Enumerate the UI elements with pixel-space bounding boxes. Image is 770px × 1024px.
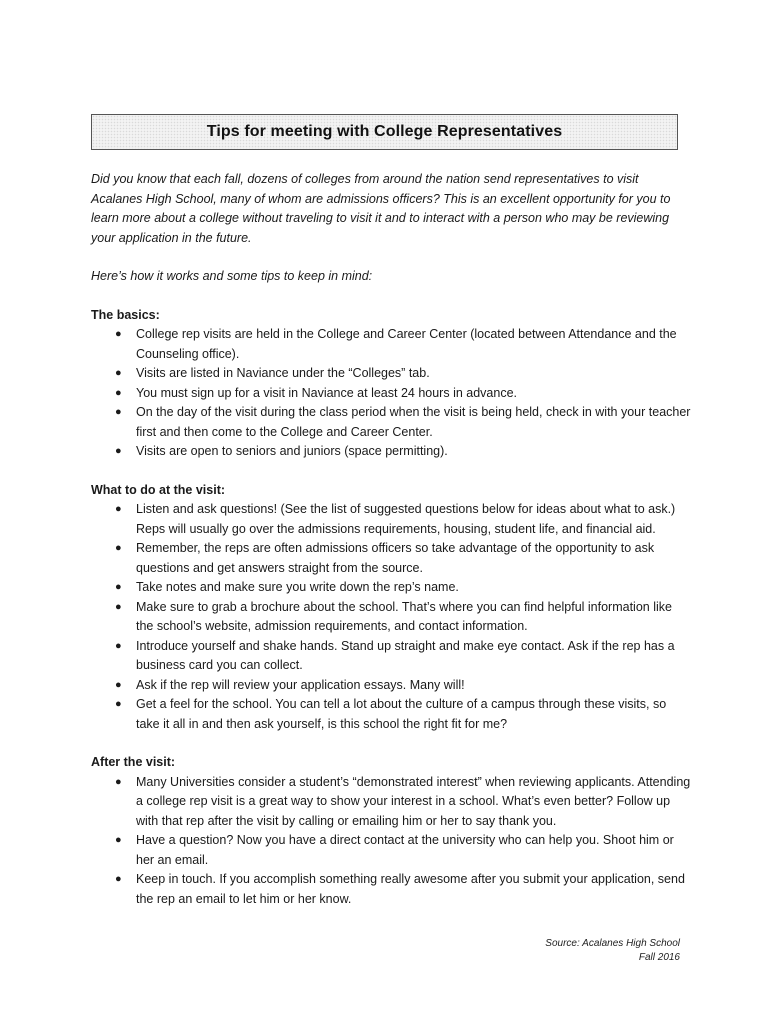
bullet-icon: ● bbox=[115, 367, 122, 379]
source-line: Source: Acalanes High School bbox=[545, 938, 680, 949]
list-item: ● You must sign up for a visit in Naviance at least 24 hours in advance. bbox=[91, 384, 691, 404]
bullet-icon: ● bbox=[115, 406, 122, 418]
bullet-icon: ● bbox=[115, 600, 122, 613]
list-item: ● Take notes and make sure you write down the rep’s name. bbox=[91, 578, 691, 598]
source-date: Fall 2016 bbox=[638, 952, 680, 963]
section-basics bbox=[91, 306, 691, 462]
bullet-list bbox=[91, 325, 691, 462]
bullet-icon: ● bbox=[115, 775, 122, 788]
section-heading: What to do at the visit: bbox=[91, 482, 226, 497]
bullet-icon: ● bbox=[115, 328, 122, 340]
section-at-visit bbox=[91, 481, 691, 735]
list-item: ● On the day of the visit during the class period when the visit is being held, check in with your teacher first and then come to the College and Career Center. bbox=[115, 405, 691, 439]
list-item: ● Make sure to grab a brochure about the school. That’s where you can find helpful information like the school’s website, admission requirements, and contact information. bbox=[115, 599, 672, 633]
bullet-icon: ● bbox=[115, 678, 122, 691]
list-item: ● College rep visits are held in the College and Career Center (located between Attendance and the Counseling office). bbox=[115, 327, 677, 361]
intro-paragraph: Did you know that each fall, dozens of colleges from around the nation send representatives to visit Acalanes High School, many of whom are admissions officers? This is an excellent opportunity for you to learn more about a college without traveling to visit it and to interact with a person who may be reviewing your application in the future. bbox=[91, 172, 671, 245]
list-item: ● Have a question? Now you have a direct contact at the university who can help you. Shoot him or her an email. bbox=[115, 833, 674, 867]
list-item: ● Get a feel for the school. You can tell a lot about the culture of a campus through these visits, so take it all in and then ask yourself, is this school the right fit for me? bbox=[115, 697, 667, 731]
list-item: ● Listen and ask questions! (See the list of suggested questions below for ideas about what to ask.) Reps will usually go over the admissions requirements, housing, student life, and financial aid. bbox=[115, 502, 676, 536]
bullet-icon: ● bbox=[115, 445, 122, 457]
list-item: ● Many Universities consider a student’s “demonstrated interest” when reviewing applicants. Attending a college rep visit is a great way to show your interest in a school. What’s even better? Follow up with that rep after the visit by calling or emailing him or her to say thank you. bbox=[115, 774, 691, 828]
bullet-icon: ● bbox=[115, 386, 122, 399]
list-item: ● Remember, the reps are often admissions officers so take advantage of the opportunity to ask questions and get answers straight from the source. bbox=[115, 541, 655, 575]
section-heading: After the visit: bbox=[91, 755, 176, 769]
bullet-list bbox=[91, 500, 691, 734]
document-body bbox=[91, 170, 691, 909]
list-item: ● Visits are open to seniors and juniors (space permitting). bbox=[91, 442, 691, 462]
bullet-icon: ● bbox=[115, 542, 122, 554]
list-item: ● Visits are listed in Naviance under the “Colleges” tab. bbox=[91, 364, 691, 384]
title-banner bbox=[91, 114, 678, 150]
page-title: Tips for meeting with College Representatives bbox=[206, 123, 563, 140]
list-item: ● Keep in touch. If you accomplish something really awesome after you submit your application, send the rep an email to let him or her know. bbox=[115, 872, 685, 906]
list-item: ● Introduce yourself and shake hands. Stand up straight and make eye contact. Ask if the rep has a business card you can collect. bbox=[115, 638, 675, 672]
list-item: ● Ask if the rep will review your application essays. Many will! bbox=[91, 676, 691, 696]
bullet-icon: ● bbox=[115, 581, 122, 593]
bullet-icon: ● bbox=[115, 698, 122, 710]
bullet-icon: ● bbox=[115, 873, 122, 885]
section-heading: The basics: bbox=[91, 307, 160, 322]
bullet-list bbox=[91, 773, 691, 910]
bullet-icon: ● bbox=[115, 834, 122, 846]
bullet-icon: ● bbox=[115, 639, 122, 652]
lead-sentence: Here’s how it works and some tips to keep in mind: bbox=[91, 269, 373, 283]
source-note bbox=[545, 937, 680, 965]
bullet-icon: ● bbox=[115, 503, 122, 515]
section-after-visit bbox=[91, 753, 691, 909]
